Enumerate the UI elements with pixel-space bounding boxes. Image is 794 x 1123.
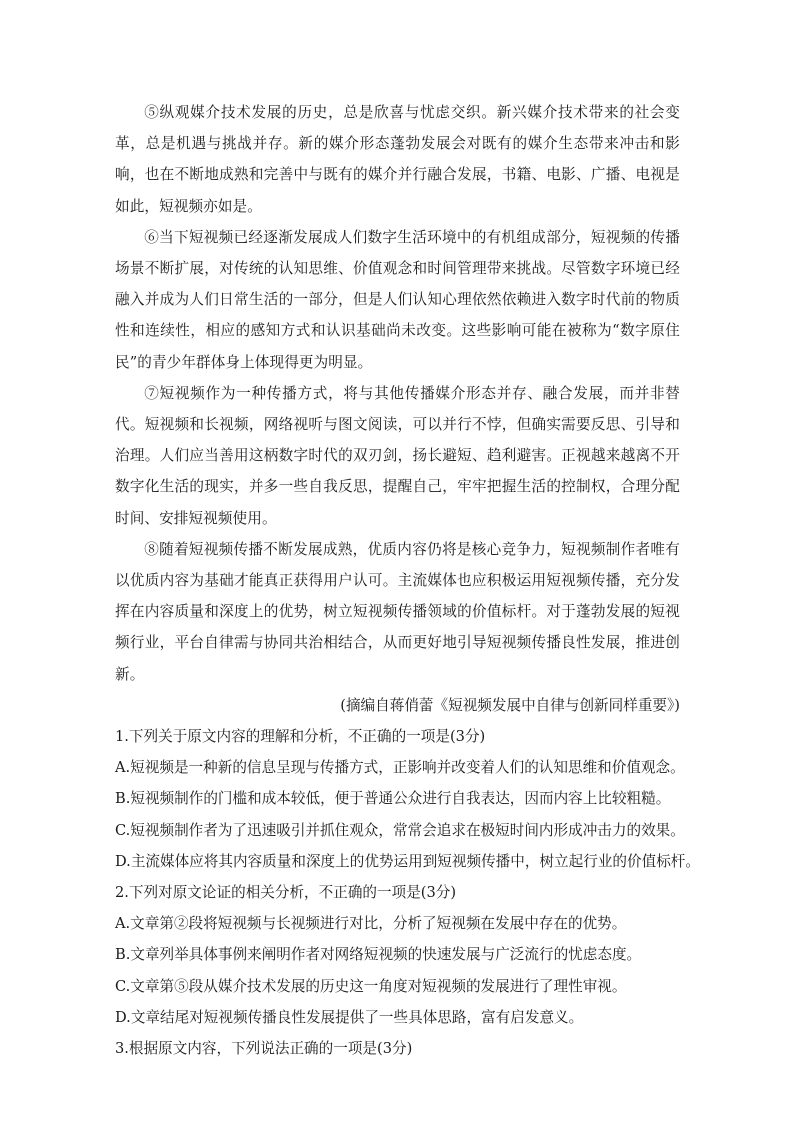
option-c: C.文章第⑤段从媒介技术发展的历史这一角度对短视频的发展进行了理性审视。 (115, 977, 627, 995)
question-3 (115, 1033, 680, 1064)
option-b: B.文章列举具体事例来阐明作者对网络短视频的快速发展与广泛流行的忧虑态度。 (115, 946, 642, 964)
option-a: A.文章第②段将短视频与长视频进行对比，分析了短视频在发展中存在的优势。 (115, 915, 627, 933)
source-citation: (摘编自蒋俏蕾《短视频发展中自律与创新同样重要》) (340, 696, 680, 714)
question-stem: 1.下列关于原文内容的理解和分析，不正确的一项是(3分) (115, 728, 486, 746)
paragraph-8: ⑧随着短视频传播不断发展成熟，优质内容仍将是核心竞争力，短视频制作者唯有以优质内容为基础才能真正获得用户认可。主流媒体也应积极运用短视频传播，充分发挥在内容质量和深度上的优势，树立短视频传播领域的价值标杆。对于蓬勃发展的短视频行业，平台自律需与协同共治相结合，从而更好地引导短视频传播良性发展，推进创新。 (115, 540, 680, 683)
option-b: B.短视频制作的门槛和成本较低，便于普通公众进行自我表达，因而内容上比较粗糙。 (115, 790, 671, 808)
option-d: D.主流媒体应将其内容质量和深度上的优势运用到短视频传播中，树立起行业的价值标杆。 (115, 852, 700, 870)
paragraph-5: ⑤纵观媒介技术发展的历史，总是欣喜与忧虑交织。新兴媒介技术带来的社会变革，总是机遇与挑战并存。新的媒介形态蓬勃发展会对既有的媒介生态带来冲击和影响，也在不断地成熟和完善中与既有的媒介并行融合发展，书籍、电影、广播、电视是如此，短视频亦如是。 (115, 104, 680, 215)
paragraph-6: ⑥当下短视频已经逐渐发展成人们数字生活环境中的有机组成部分，短视频的传播场景不断扩展，对传统的认知思维、价值观念和时间管理带来挑战。尽管数字环境已经融入并成为人们日常生活的一部分，但是人们认知心理依然依赖进入数字时代前的物质性和连续性，相应的感知方式和认识基础尚未改变。这些影响可能在被称为“数字原住民”的青少年群体身上体现得更为明显。 (115, 228, 680, 371)
option-a: A.短视频是一种新的信息呈现与传播方式，正影响并改变着人们的认知思维和价值观念。 (115, 759, 685, 777)
question-stem: 2.下列对原文论证的相关分析，不正确的一项是(3分) (115, 884, 457, 902)
option-d: D.文章结尾对短视频传播良性发展提供了一些具体思路，富有启发意义。 (115, 1008, 584, 1026)
question-2 (115, 877, 680, 1033)
option-c: C.短视频制作者为了迅速吸引并抓住观众，常常会追求在极短时间内形成冲击力的效果。 (115, 821, 685, 839)
paragraph-7: ⑦短视频作为一种传播方式，将与其他传播媒介形态并存、融合发展，而并非替代。短视频和长视频，网络视听与图文阅读，可以并行不悖，但确实需要反思、引导和治理。人们应当善用这柄数字时代的双刃剑，扬长避短、趋利避害。正视越来越离不开数字化生活的现实，并多一些自我反思，提醒自己，牢牢把握生活的控制权，合理分配时间、安排短视频使用。 (115, 384, 680, 527)
document-page (115, 97, 700, 1064)
question-1 (115, 721, 700, 877)
question-stem: 3.根据原文内容，下列说法正确的一项是(3分) (115, 1040, 413, 1058)
